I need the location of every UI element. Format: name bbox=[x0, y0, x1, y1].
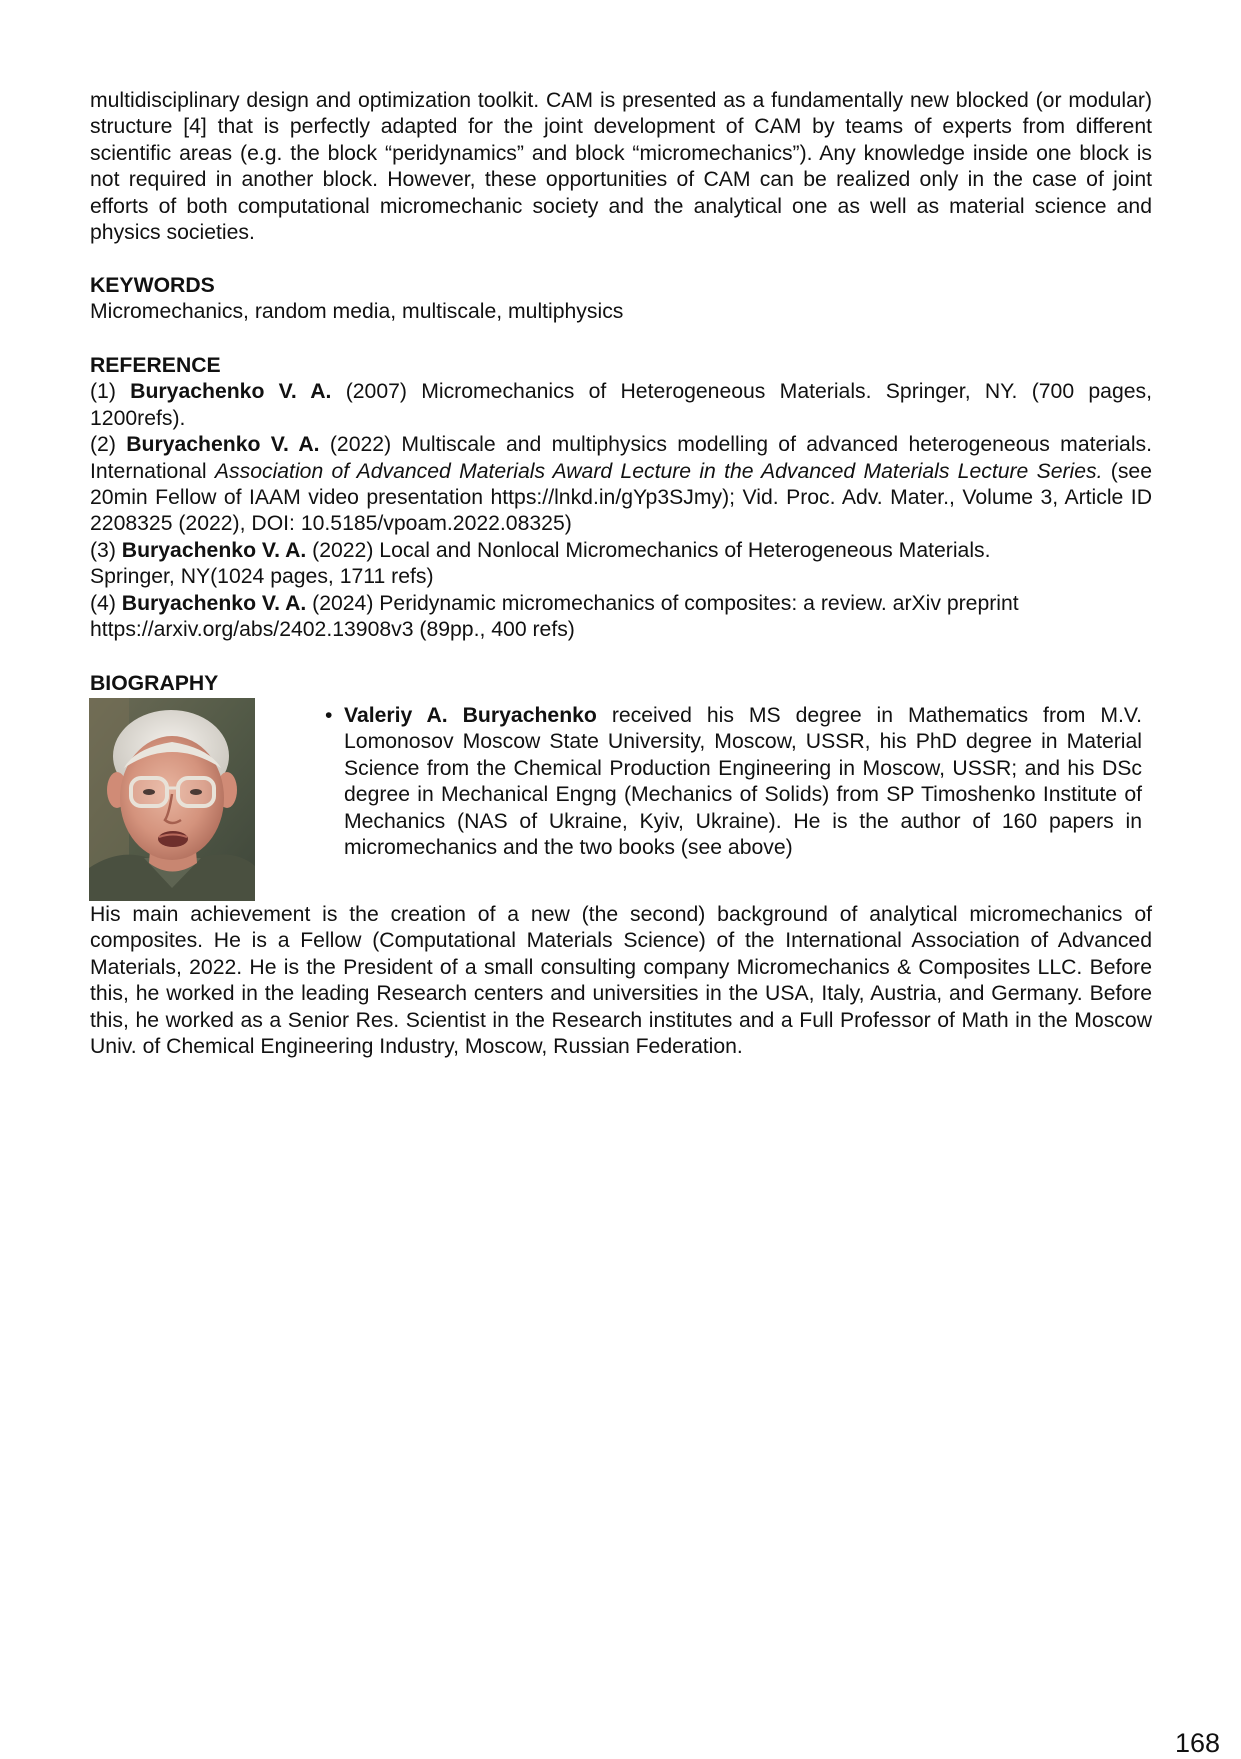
reference-number: (2) bbox=[90, 433, 127, 457]
biography-bullet-text bbox=[344, 703, 1142, 861]
biography-bullet-body: received his MS degree in Mathematics from M.V. Lomonosov Moscow State University, Moscow, USSR, his PhD degree in Material Science from the Chemical Production Engineering in Moscow, USSR; and his DSc degree in Mechanical Engng (Mechanics of Solids) from SP Timoshenko Institute of Mechanics (NAS of Ukraine, Kyiv, Ukraine). He is the author of 160 papers in micromechanics and the two books (see above) bbox=[344, 704, 1142, 860]
reference-author: Buryachenko V. A. bbox=[126, 433, 320, 457]
references-section bbox=[90, 353, 1152, 643]
biography-heading: BIOGRAPHY bbox=[90, 672, 219, 695]
reference-number: (4) bbox=[90, 591, 122, 615]
reference-text: (2024) Peridynamic micromechanics of composites: a review. arXiv preprint bbox=[306, 591, 1019, 615]
keywords-heading: KEYWORDS bbox=[90, 274, 215, 297]
reference-number: (3) bbox=[90, 538, 122, 562]
reference-author: Buryachenko V. A. bbox=[130, 380, 332, 404]
reference-item-3 bbox=[90, 538, 1152, 591]
page-number: 168 bbox=[1174, 1728, 1220, 1758]
reference-text-continued: (see 20min Fellow of IAAM video presentation https://lnkd.in/gYp3SJmy); Vid. Proc. Adv. Mater., Volume 3, Article ID 2208325 (2022), DOI: 10.5185/vpoam.2022.08325) bbox=[90, 459, 1152, 536]
biography-name: Valeriy A. Buryachenko bbox=[344, 704, 597, 727]
references-heading: REFERENCE bbox=[90, 354, 221, 377]
biography-continued-text: His main achievement is the creation of a new (the second) background of analytical micromechanics of composites. He is a Fellow (Computational Materials Science) of the International Association of Advanced Materials, 2022. He is the President of a small consulting company Micromechanics & Composites LLC. Before this, he worked in the leading Research centers and universities in the USA, Italy, Austria, and Germany. Before this, he worked as a Senior Res. Scientist in the Research institutes and a Full Professor of Math in the Moscow Univ. of Chemical Engineering Industry, Moscow, Russian Federation. bbox=[90, 903, 1152, 1059]
reference-text-continued: Springer, NY(1024 pages, 1711 refs) bbox=[90, 565, 434, 589]
intro-text: multidisciplinary design and optimization toolkit. CAM is presented as a fundamentally new blocked (or modular) structure [4] that is perfectly adapted for the joint development of CAM by teams of experts from different scientific areas (e.g. the block “peridynamics” and block “micromechanics”). Any knowledge inside one block is not required in another block. However, these opportunities of CAM can be realized only in the case of joint efforts of both computational micromechanic society and the analytical one as well as material science and physics societies. bbox=[90, 89, 1152, 245]
intro-paragraph bbox=[90, 88, 1152, 246]
reference-author: Buryachenko V. A. bbox=[121, 538, 307, 562]
biography-bullet bbox=[325, 703, 1142, 861]
reference-item-4 bbox=[90, 591, 1152, 644]
author-portrait bbox=[89, 698, 255, 901]
reference-text-continued: https://arxiv.org/abs/2402.13908v3 (89pp., 400 refs) bbox=[90, 618, 575, 642]
reference-number: (1) bbox=[90, 380, 131, 404]
reference-item-1 bbox=[90, 379, 1152, 432]
biography-continued bbox=[90, 902, 1152, 1060]
keywords-text: Micromechanics, random media, multiscale, multiphysics bbox=[90, 300, 624, 324]
bullet-icon: • bbox=[325, 704, 333, 727]
reference-author: Buryachenko V. A. bbox=[121, 591, 307, 615]
reference-text: (2022) Local and Nonlocal Micromechanics of Heterogeneous Materials. bbox=[306, 538, 991, 562]
reference-italic-title: Association of Advanced Materials Award Lecture in the Advanced Materials Lecture Series. bbox=[214, 459, 1103, 483]
keywords-section bbox=[90, 273, 1152, 326]
biography-section bbox=[90, 671, 1152, 697]
reference-item-2 bbox=[90, 432, 1152, 538]
reference-text: (2022) Multiscale and multiphysics modelling of advanced heterogeneous materials. International bbox=[90, 433, 1153, 483]
reference-text: (2007) Micromechanics of Heterogeneous Materials. Springer, NY. (700 pages, 1200refs). bbox=[90, 380, 1153, 430]
